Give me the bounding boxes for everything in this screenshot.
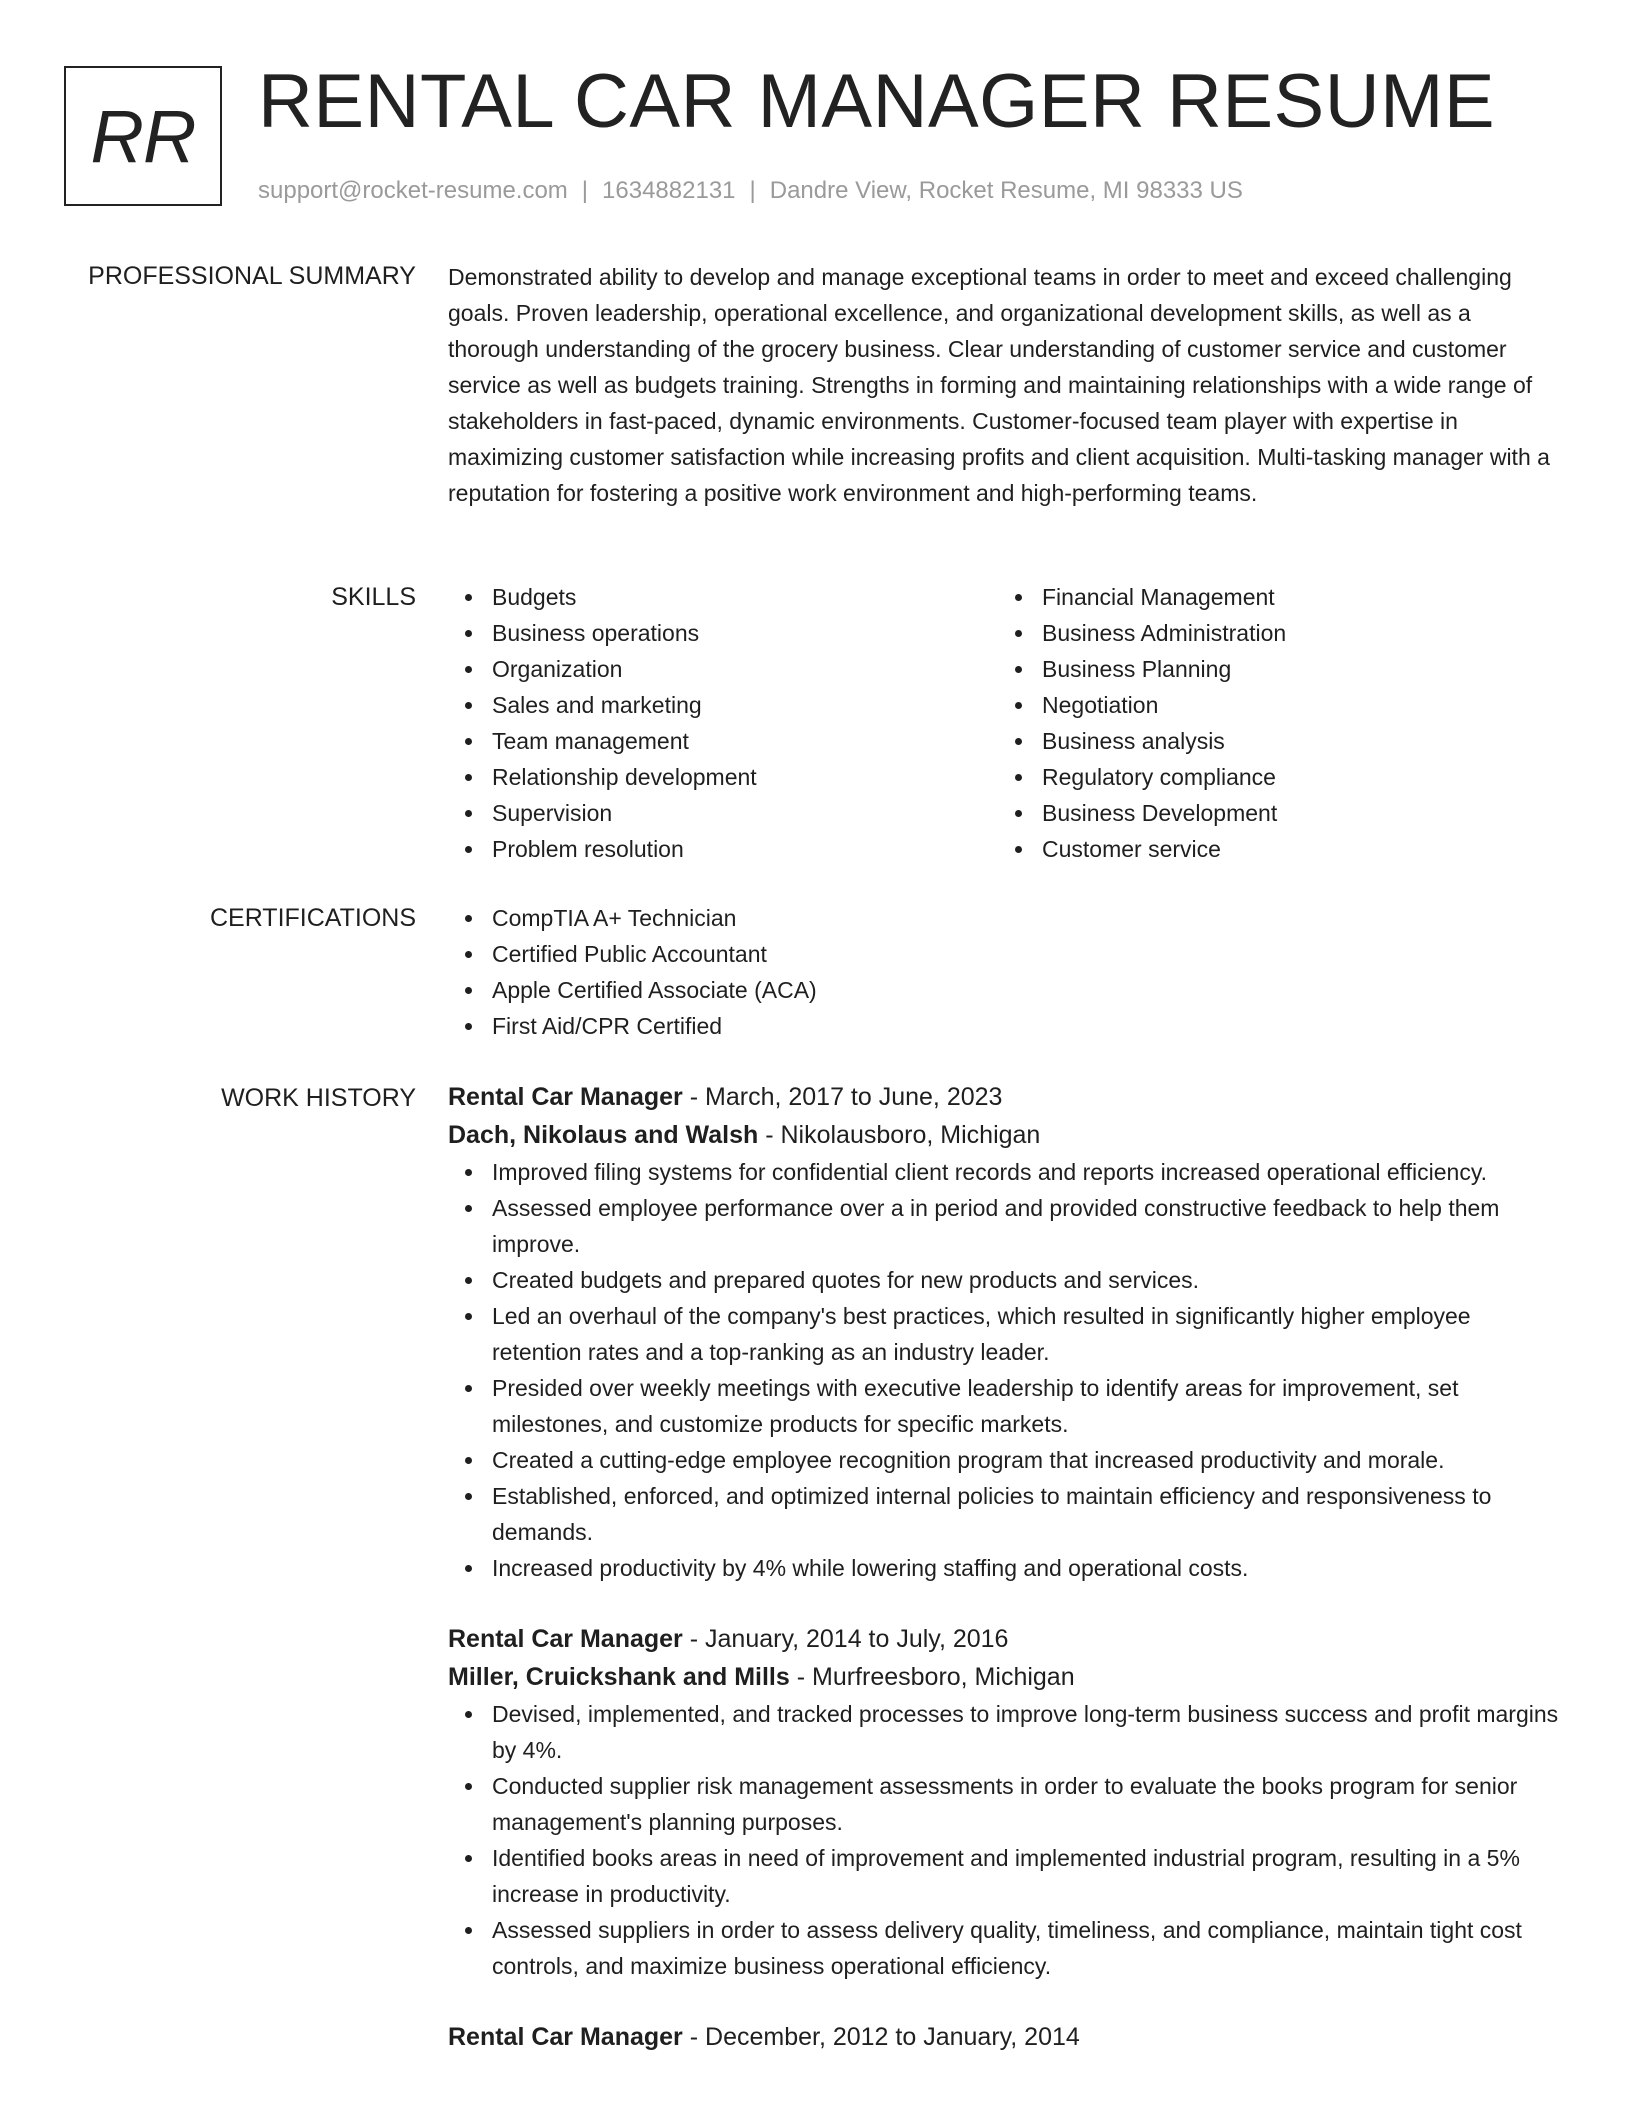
monogram-logo — [64, 66, 222, 206]
contact-line — [258, 174, 1243, 208]
skill-item: Negotiation — [998, 687, 1548, 723]
job-duty-item: Identified books areas in need of improvement and implemented industrial program, resulting in a 5% increase in productivity. — [448, 1840, 1566, 1912]
contact-email: support@rocket-resume.com — [258, 177, 568, 204]
skills-heading: SKILLS — [331, 583, 416, 611]
monogram-initials: RR — [90, 94, 196, 178]
job-company: Dach, Nikolaus and Walsh — [448, 1121, 759, 1149]
certification-item: First Aid/CPR Certified — [448, 1008, 1566, 1044]
contact-separator: | — [749, 177, 756, 204]
job-title: Rental Car Manager — [448, 1625, 683, 1653]
job-location: - Nikolausboro, Michigan — [758, 1121, 1041, 1149]
skill-item: Sales and marketing — [448, 687, 998, 723]
job-title: Rental Car Manager — [448, 1083, 683, 1111]
job-duty-item: Created budgets and prepared quotes for new products and services. — [448, 1262, 1566, 1298]
job-duty-item: Assessed suppliers in order to assess delivery quality, timeliness, and compliance, maintain tight cost controls, and maximize business operational efficiency. — [448, 1912, 1566, 1984]
job-duty-item: Assessed employee performance over a in period and provided constructive feedback to help them improve. — [448, 1190, 1566, 1262]
skill-item: Relationship development — [448, 759, 998, 795]
certification-item: Certified Public Accountant — [448, 936, 1566, 972]
job-duty-item: Established, enforced, and optimized internal policies to maintain efficiency and responsiveness to demands. — [448, 1478, 1566, 1550]
job-location: - Murfreesboro, Michigan — [789, 1663, 1075, 1691]
summary-section — [448, 259, 1566, 511]
skill-item: Business Administration — [998, 615, 1548, 651]
job-dates: - March, 2017 to June, 2023 — [682, 1083, 1003, 1111]
skill-item: Budgets — [448, 579, 998, 615]
job-dates: - January, 2014 to July, 2016 — [682, 1625, 1009, 1653]
skill-item: Business Planning — [998, 651, 1548, 687]
certifications-section — [448, 900, 1566, 1044]
job-duty-item: Devised, implemented, and tracked processes to improve long-term business success and profit margins by 4%. — [448, 1696, 1566, 1768]
job-duty-item: Increased productivity by 4% while lowering staffing and operational costs. — [448, 1550, 1566, 1586]
skill-item: Supervision — [448, 795, 998, 831]
skills-list-right — [998, 579, 1548, 867]
contact-phone: 1634882131 — [602, 177, 736, 204]
resume-title: RENTAL CAR MANAGER RESUME — [258, 59, 1496, 144]
work-history-section — [448, 1078, 1566, 2090]
job-duty-item: Led an overhaul of the company's best practices, which resulted in significantly higher employee retention rates and a top-ranking as an industry leader. — [448, 1298, 1566, 1370]
certifications-heading: CERTIFICATIONS — [209, 904, 416, 932]
certifications-list — [448, 900, 1566, 1044]
job-duty-item: Improved filing systems for confidential client records and reports increased operational efficiency. — [448, 1154, 1566, 1190]
skill-item: Organization — [448, 651, 998, 687]
job-title-line — [448, 2018, 1566, 2056]
skills-section — [448, 579, 1566, 867]
skills-list-left — [448, 579, 998, 867]
skill-item: Problem resolution — [448, 831, 998, 867]
job-duties-list — [448, 1154, 1566, 1586]
contact-address: Dandre View, Rocket Resume, MI 98333 US — [769, 177, 1243, 204]
summary-text: Demonstrated ability to develop and manage exceptional teams in order to meet and exceed challenging goals. Proven leadership, operational excellence, and organizational development skills, as well as a thorough understanding of the grocery business. Clear understanding of customer service and customer service as well as budgets training. Strengths in forming and maintaining relationships with a wide range of stakeholders in fast-paced, dynamic environments. Customer-focused team player with expertise in maximizing customer satisfaction while increasing profits and client acquisition. Multi-tasking manager with a reputation for fostering a positive work environment and high-performing teams. — [448, 264, 1550, 506]
certification-item: CompTIA A+ Technician — [448, 900, 1566, 936]
job-title-line — [448, 1078, 1566, 1116]
job-title-line — [448, 1620, 1566, 1658]
work-history-heading: WORK HISTORY — [221, 1084, 416, 1112]
job-company-line — [448, 1116, 1566, 1154]
skill-item: Business Development — [998, 795, 1548, 831]
certification-item: Apple Certified Associate (ACA) — [448, 972, 1566, 1008]
contact-separator: | — [581, 177, 589, 204]
job-duties-list — [448, 1696, 1566, 1984]
job-title: Rental Car Manager — [448, 2023, 683, 2051]
job-duty-item: Created a cutting-edge employee recognition program that increased productivity and morale. — [448, 1442, 1566, 1478]
job-entry — [448, 1620, 1566, 1984]
job-company: Miller, Cruickshank and Mills — [448, 1663, 790, 1691]
job-duty-item: Presided over weekly meetings with executive leadership to identify areas for improvement, set milestones, and customize products for specific markets. — [448, 1370, 1566, 1442]
skill-item: Business analysis — [998, 723, 1548, 759]
job-duty-item: Conducted supplier risk management assessments in order to evaluate the books program for senior management's planning purposes. — [448, 1768, 1566, 1840]
skill-item: Regulatory compliance — [998, 759, 1548, 795]
job-dates: - December, 2012 to January, 2014 — [682, 2023, 1080, 2051]
summary-heading: PROFESSIONAL SUMMARY — [88, 262, 416, 290]
job-company-line — [448, 1658, 1566, 1696]
skill-item: Team management — [448, 723, 998, 759]
skill-item: Business operations — [448, 615, 998, 651]
job-entry — [448, 1078, 1566, 1586]
skill-item: Customer service — [998, 831, 1548, 867]
job-entry — [448, 2018, 1566, 2056]
skill-item: Financial Management — [998, 579, 1548, 615]
